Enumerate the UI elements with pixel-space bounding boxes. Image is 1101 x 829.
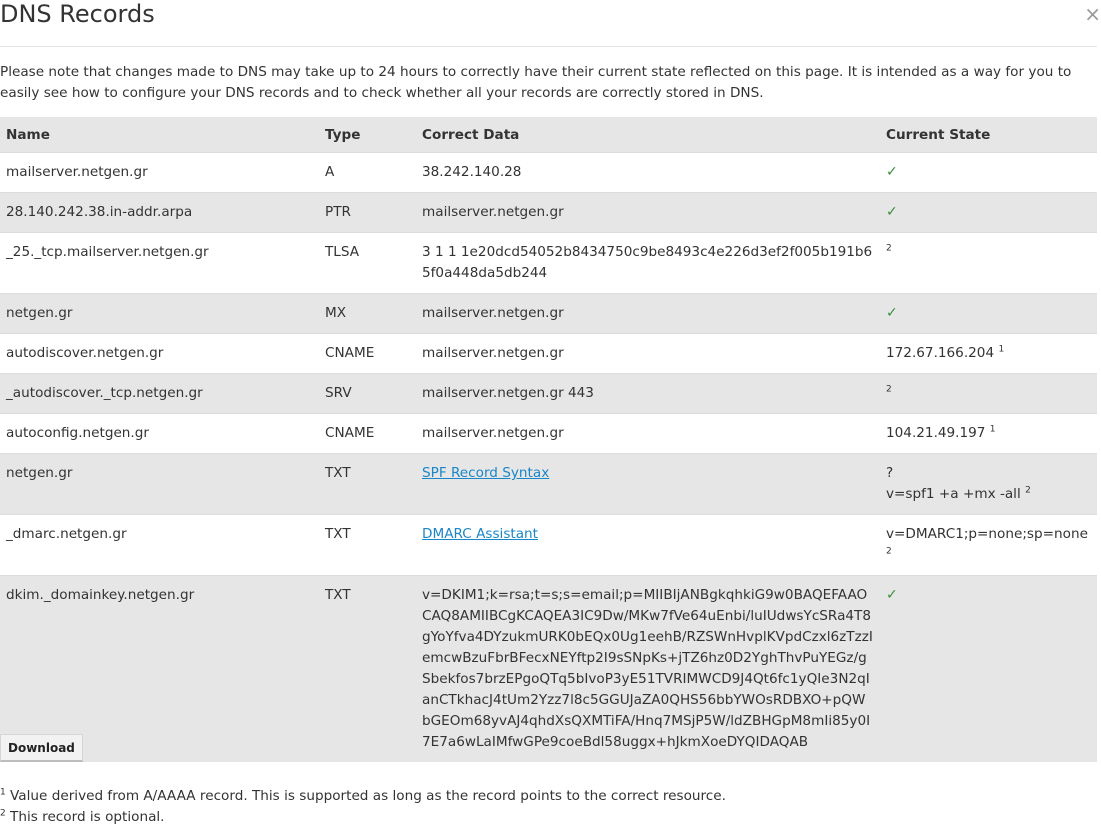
state-value: 172.67.166.204 (886, 345, 995, 361)
footnote-mark: 1 (0, 787, 6, 798)
cell-name: mailserver.netgen.gr (0, 153, 319, 193)
footnote-ref: 2 (886, 546, 892, 557)
cell-type: CNAME (319, 414, 416, 454)
cell-type: TXT (319, 454, 416, 515)
cell-type: PTR (319, 193, 416, 233)
cell-name: dkim._domainkey.netgen.gr (0, 576, 319, 763)
cell-type: SRV (319, 374, 416, 414)
column-header-current-state: Current State (880, 117, 1097, 153)
cell-current-state (880, 576, 1097, 763)
info-note: Please note that changes made to DNS may take up to 24 hours to correctly have their current state reflected on this page. It is intended as a way for you to easily see how to configure your DNS records and to check whether all your records are correctly stored in DNS. (0, 64, 1072, 101)
table-row (0, 515, 1097, 576)
record-data: v=DKIM1;k=rsa;t=s;s=email;p=MIIBIjANBgkqhkiG9w0BAQEFAAOCAQ8AMIIBCgKCAQEA3IC9Dw/MKw7fVe64uEnbi/luIUdwsYcSRa4T8gYoYfva4DYzukmURK0bEQx0Ug1eehB/RZSWnHvplKVpdCzxl6zTzzIemcwBzuFbrBFecxNEYftp2I9sSNpKs+jTZ6hz0D2YghThvPuYEGz/gSbekfos7brzEPgoQTq5bIvoP3yE51TVRIMWCD9J4Qt6fc1yQIe3N2qIanCTkhacJ4tUm2Yzz7l8c5GGUJaZA0QHS56bbYWOsRDBXO+pQWbGEOm68yvAJ4qhdXsQXMTiFA/Hnq7MSjP5W/ldZBHGpM8mIi85y0I7E7a6wLaIMfwGPe9coeBdl58uggx+hJkmXoeDYQIDAQAB (422, 587, 873, 750)
record-data: mailserver.netgen.gr (422, 204, 564, 220)
state-unknown: ? (886, 465, 894, 481)
page-title: DNS Records (0, 0, 155, 28)
check-icon: ✓ (886, 164, 898, 180)
check-icon: ✓ (886, 305, 898, 321)
cell-current-state (880, 334, 1097, 374)
record-data: mailserver.netgen.gr (422, 345, 564, 361)
table-row (0, 454, 1097, 515)
cell-type: A (319, 153, 416, 193)
cell-correct-data (416, 454, 880, 515)
cell-current-state (880, 454, 1097, 515)
cell-type: MX (319, 294, 416, 334)
cell-correct-data (416, 233, 880, 294)
cell-correct-data (416, 414, 880, 454)
state-value: 104.21.49.197 (886, 425, 986, 441)
cell-type: TXT (319, 515, 416, 576)
footnote-1 (0, 786, 726, 806)
cell-correct-data (416, 334, 880, 374)
footnote-ref: 2 (886, 384, 892, 395)
close-icon[interactable]: × (1084, 2, 1101, 26)
check-icon: ✓ (886, 204, 898, 220)
footnote-2 (0, 807, 165, 827)
table-row (0, 374, 1097, 414)
cell-current-state (880, 414, 1097, 454)
table-row (0, 576, 1097, 763)
cell-correct-data (416, 515, 880, 576)
cell-name: 28.140.242.38.in-addr.arpa (0, 193, 319, 233)
cell-name: _autodiscover._tcp.netgen.gr (0, 374, 319, 414)
cell-correct-data (416, 294, 880, 334)
footnote-text: Value derived from A/AAAA record. This is supported as long as the record points to the correct resource. (5, 788, 726, 804)
cell-correct-data (416, 193, 880, 233)
table-row (0, 193, 1097, 233)
footnote-ref: 2 (886, 243, 892, 254)
footnote-ref: 2 (1025, 485, 1031, 496)
table-row (0, 153, 1097, 193)
column-header-correct-data: Correct Data (416, 117, 880, 153)
footnote-mark: 2 (0, 808, 6, 819)
record-data: mailserver.netgen.gr 443 (422, 385, 594, 401)
cell-name: netgen.gr (0, 294, 319, 334)
modal-header (0, 0, 1101, 47)
cell-current-state (880, 294, 1097, 334)
record-data: mailserver.netgen.gr (422, 305, 564, 321)
state-value: v=DMARC1;p=none;sp=none (886, 526, 1088, 542)
table-row (0, 233, 1097, 294)
cell-type: CNAME (319, 334, 416, 374)
cell-name: netgen.gr (0, 454, 319, 515)
cell-current-state (880, 153, 1097, 193)
download-button[interactable]: Download (0, 734, 83, 762)
cell-correct-data (416, 576, 880, 763)
cell-current-state (880, 515, 1097, 576)
help-link[interactable]: SPF Record Syntax (422, 465, 550, 481)
cell-name: _dmarc.netgen.gr (0, 515, 319, 576)
column-header-type: Type (319, 117, 416, 153)
cell-current-state (880, 233, 1097, 294)
cell-correct-data (416, 153, 880, 193)
cell-name: autodiscover.netgen.gr (0, 334, 319, 374)
footnote-text: This record is optional. (5, 809, 165, 825)
table-row (0, 414, 1097, 454)
cell-type: TLSA (319, 233, 416, 294)
record-data: 3 1 1 1e20dcd54052b8434750c9be8493c4e226d3ef2f005b191b65f0a448da5db244 (422, 244, 873, 281)
table-header-row (0, 117, 1097, 153)
cell-name: autoconfig.netgen.gr (0, 414, 319, 454)
column-header-name: Name (0, 117, 319, 153)
footnote-ref: 1 (989, 424, 996, 435)
cell-current-state (880, 374, 1097, 414)
cell-correct-data (416, 374, 880, 414)
cell-type: TXT (319, 576, 416, 763)
dns-records-table (0, 117, 1097, 762)
table-body (0, 153, 1097, 763)
cell-current-state (880, 193, 1097, 233)
record-data: 38.242.140.28 (422, 164, 522, 180)
state-value: v=spf1 +a +mx -all (886, 486, 1021, 502)
cell-name: _25._tcp.mailserver.netgen.gr (0, 233, 319, 294)
footnote-ref: 1 (998, 344, 1005, 355)
help-link[interactable]: DMARC Assistant (422, 526, 539, 542)
record-data: mailserver.netgen.gr (422, 425, 564, 441)
check-icon: ✓ (886, 587, 898, 603)
table-row (0, 294, 1097, 334)
table-row (0, 334, 1097, 374)
